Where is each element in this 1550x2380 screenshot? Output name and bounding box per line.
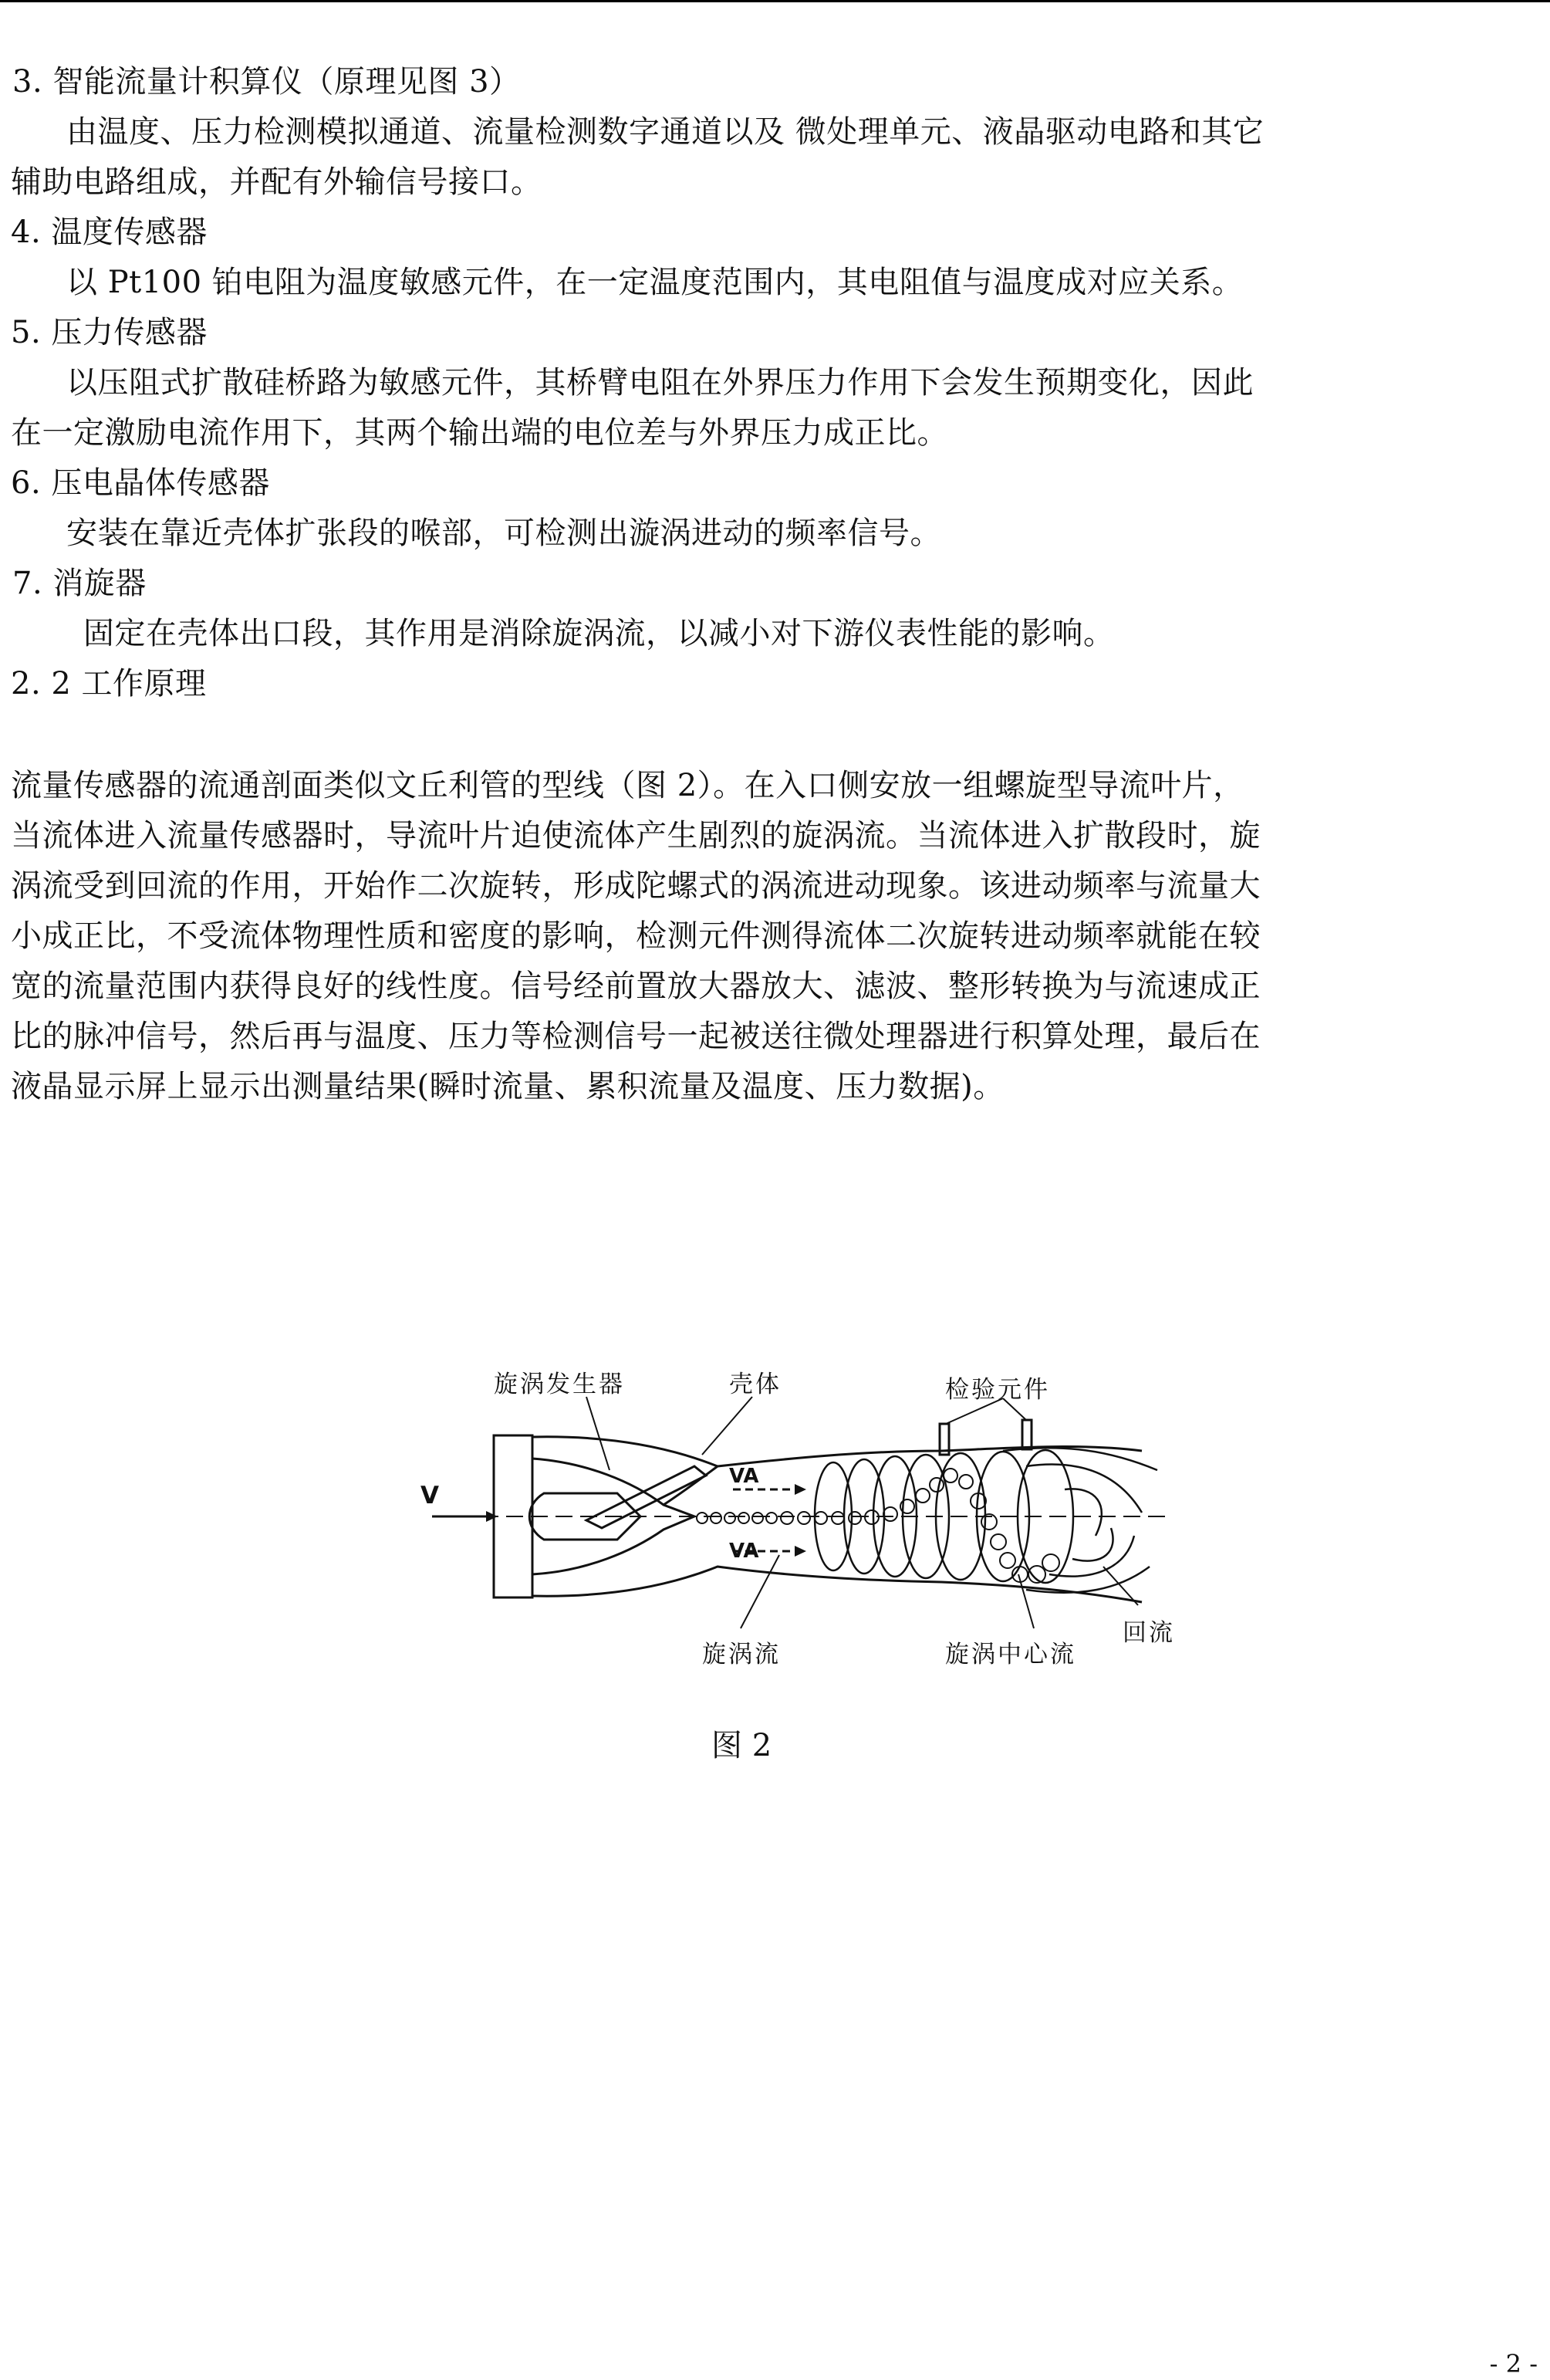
item-4-heading: 4. 温度传感器 bbox=[11, 215, 208, 250]
label-va-top: VA bbox=[729, 1465, 759, 1488]
label-detector: 检验元件 bbox=[945, 1376, 1050, 1404]
item-6-heading: 6. 压电晶体传感器 bbox=[11, 465, 270, 501]
label-backflow: 回流 bbox=[1123, 1619, 1175, 1647]
inlet-arrow-icon bbox=[486, 1511, 498, 1522]
label-housing: 壳体 bbox=[729, 1371, 782, 1398]
item-5-body-line-1: 以压阻式扩散硅桥路为敏感元件，其桥臂电阻在外界压力作用下会发生预期变化，因此 bbox=[66, 365, 1254, 401]
item-3-body-line-2: 辅助电路组成，并配有外输信号接口。 bbox=[11, 164, 542, 200]
item-3-heading: 3. 智能流量计积算仪（原理见图 3） bbox=[12, 64, 521, 100]
item-7-heading: 7. 消旋器 bbox=[12, 566, 147, 601]
paragraph-line: 比的脉冲信号，然后再与温度、压力等检测信号一起被送往微处理器进行积算处理，最后在 bbox=[11, 1019, 1261, 1054]
item-4-body: 以 Pt100 铂电阻为温度敏感元件，在一定温度范围内，其电阻值与温度成对应关系。 bbox=[66, 265, 1244, 300]
section-heading: 2. 2 工作原理 bbox=[11, 666, 207, 701]
paragraph-line: 涡流受到回流的作用，开始作二次旋转，形成陀螺式的涡流进动现象。该进动频率与流量大 bbox=[11, 868, 1261, 904]
label-vortex-core-flow: 旋涡中心流 bbox=[945, 1641, 1076, 1668]
label-va-bottom: VA bbox=[729, 1540, 759, 1563]
label-inlet-velocity: V bbox=[420, 1482, 441, 1509]
paragraph-line: 液晶显示屏上显示出测量结果(瞬时流量、累积流量及温度、压力数据)。 bbox=[11, 1069, 1005, 1104]
item-7-body: 固定在壳体出口段，其作用是消除旋涡流，以减小对下游仪表性能的影响。 bbox=[83, 616, 1115, 651]
paragraph-line: 宽的流量范围内获得良好的线性度。信号经前置放大器放大、滤波、整形转换为与流速成正 bbox=[11, 969, 1261, 1004]
label-vortex-generator: 旋涡发生器 bbox=[494, 1371, 625, 1398]
paragraph-line: 小成正比，不受流体物理性质和密度的影响，检测元件测得流体二次旋转进动频率就能在较 bbox=[11, 918, 1261, 954]
paragraph-line: 当流体进入流量传感器时，导流叶片迫使流体产生剧烈的旋涡流。当流体进入扩散段时，旋 bbox=[11, 818, 1261, 854]
va-top-arrow-icon bbox=[795, 1484, 806, 1495]
figure-caption: 图 2 bbox=[711, 1728, 772, 1763]
label-swirl-flow: 旋涡流 bbox=[702, 1641, 781, 1668]
va-bottom-arrow-icon bbox=[795, 1546, 806, 1557]
item-6-body: 安装在靠近壳体扩张段的喉部，可检测出漩涡进动的频率信号。 bbox=[66, 516, 941, 551]
item-5-heading: 5. 压力传感器 bbox=[11, 315, 208, 350]
item-3-body-line-1: 由温度、压力检测模拟通道、流量检测数字通道以及 微处理单元、液晶驱动电路和其它 bbox=[66, 114, 1265, 150]
detector-probe-2 bbox=[1022, 1420, 1032, 1449]
page-number: - 2 - bbox=[1489, 2349, 1538, 2378]
item-5-body-line-2: 在一定激励电流作用下，其两个输出端的电位差与外界压力成正比。 bbox=[11, 415, 948, 451]
paragraph-line: 流量传感器的流通剖面类似文丘利管的型线（图 2）。在入口侧安放一组螺旋型导流叶片， bbox=[11, 768, 1244, 803]
